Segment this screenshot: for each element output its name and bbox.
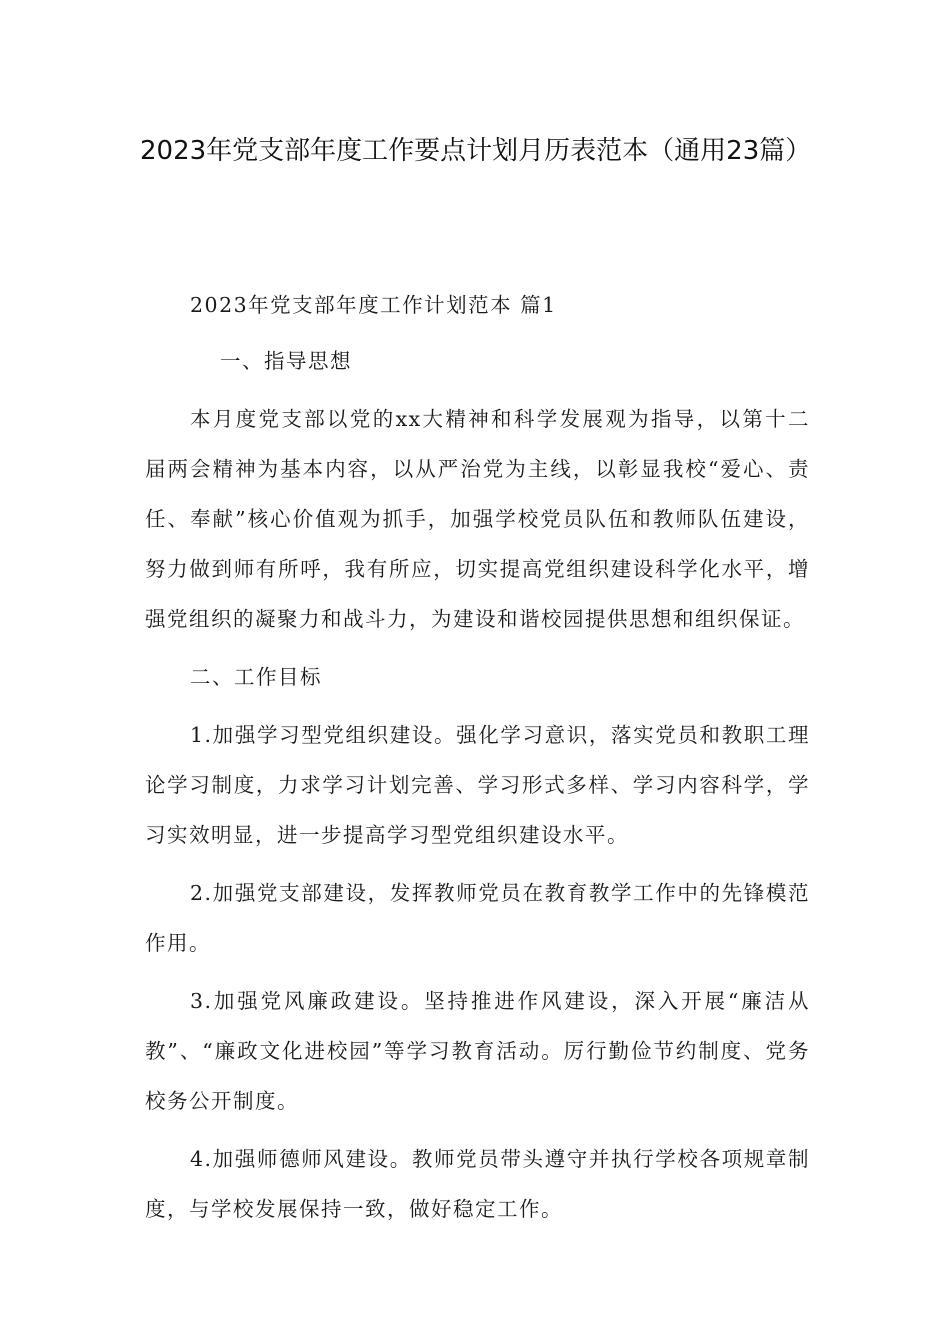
paragraph-goal-2: 2.加强党支部建设，发挥教师党员在教育教学工作中的先锋模范作用。 [145, 881, 810, 955]
paragraph-goal-1: 1.加强学习型党组织建设。强化学习意识，落实党员和教职工理论学习制度，力求学习计划完善、学习形式多样、学习内容科学，学习实效明显，进一步提高学习型党组织建设水平。 [145, 723, 810, 847]
document-title: 2023年党支部年度工作要点计划月历表范本（通用23篇） [140, 136, 812, 166]
section-heading: 2023年党支部年度工作计划范本 篇1 [190, 293, 557, 317]
section-title-guiding-ideology: 一、指导思想 [220, 349, 352, 373]
document-body [145, 280, 810, 1234]
paragraph-goal-4: 4.加强师德师风建设。教师党员带头遵守并执行学校各项规章制度，与学校发展保持一致，做好稳定工作。 [145, 1147, 810, 1221]
paragraph-guiding-ideology: 本月度党支部以党的xx大精神和科学发展观为指导，以第十二届两会精神为基本内容，以从严治党为主线，以彰显我校“爱心、责任、奉献”核心价值观为抓手，加强学校党员队伍和教师队伍建设，努力做到师有所呼，我有所应，切实提高党组织建设科学化水平，增强党组织的凝聚力和战斗力，为建设和谐校园提供思想和组织保证。 [145, 407, 810, 631]
paragraph-goal-3: 3.加强党风廉政建设。坚持推进作风建设，深入开展“廉洁从教”、“廉政文化进校园”等学习教育活动。厉行勤俭节约制度、党务校务公开制度。 [145, 989, 810, 1113]
section-title-work-goals: 二、工作目标 [190, 665, 322, 689]
